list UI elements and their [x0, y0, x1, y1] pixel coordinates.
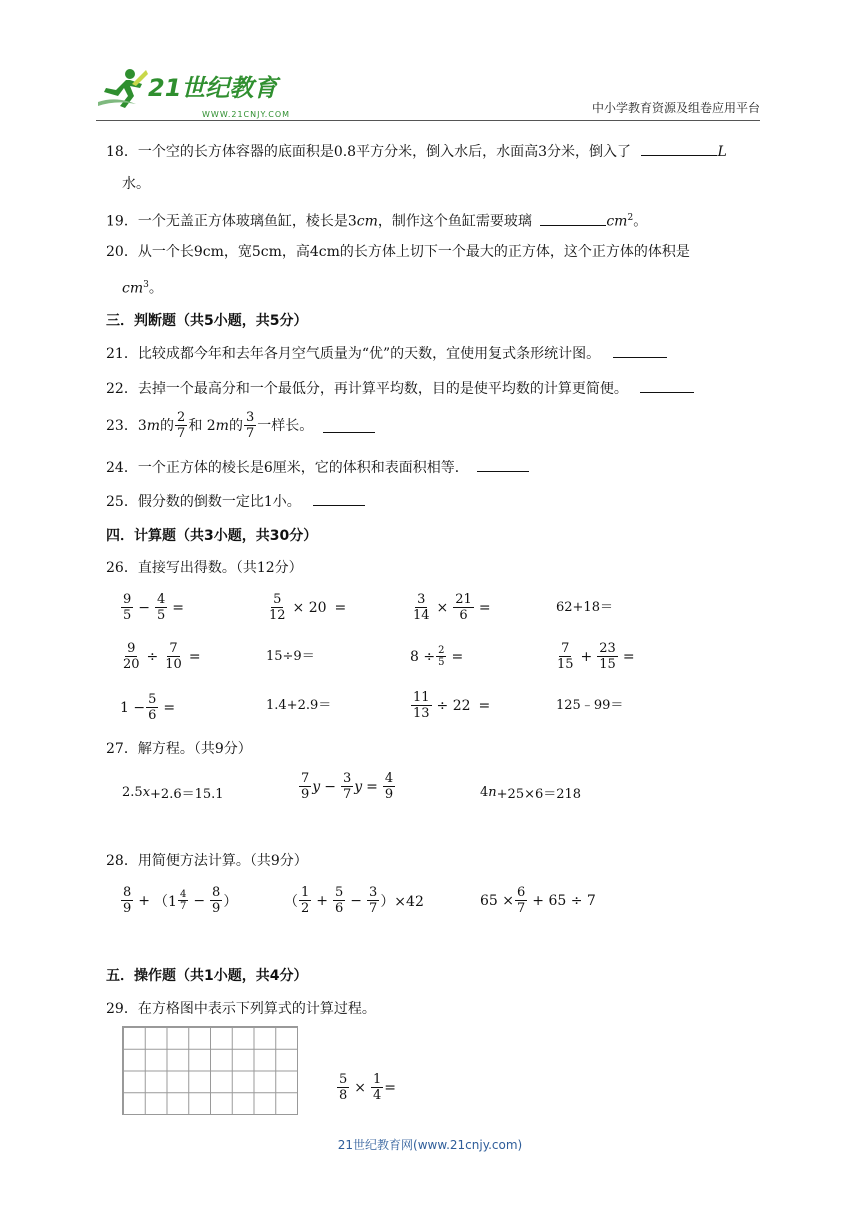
- answer-blank[interactable]: [641, 141, 717, 156]
- numerator: 6: [517, 885, 526, 900]
- question-number: 29．: [106, 1001, 138, 1017]
- answer-blank[interactable]: [313, 491, 365, 506]
- question-text: 直接写出得数。（共12分）: [137, 560, 303, 576]
- simplify-3: [480, 885, 596, 916]
- numerator: 3: [342, 771, 352, 786]
- exponent: 3: [143, 280, 149, 290]
- operator: ×: [436, 599, 449, 616]
- punct: 。: [148, 280, 163, 297]
- question-26: [106, 558, 303, 578]
- numerator: 7: [301, 771, 310, 786]
- runner-logo-icon: [96, 66, 148, 110]
- operator: +: [316, 892, 329, 909]
- question-number: 21．: [106, 346, 138, 362]
- simplify-1: [120, 885, 237, 916]
- question-text: 比较成都今年和去年各月空气质量为“优”的天数，宜使用复式条形统计图。: [137, 346, 601, 362]
- operator: −: [138, 599, 151, 616]
- variable: x: [142, 785, 151, 800]
- equals: =: [172, 599, 185, 616]
- numerator: 8: [212, 885, 221, 900]
- operand: 2.5: [122, 785, 143, 800]
- question-25: [106, 491, 365, 512]
- calc-item: 1.4+2.9＝: [266, 698, 332, 713]
- equals: =: [384, 1079, 397, 1096]
- calc-item: [266, 592, 350, 623]
- question-20: [106, 242, 690, 262]
- numerator: 2: [438, 645, 445, 656]
- question-number: 24．: [106, 460, 138, 476]
- operand: 65 ×: [480, 892, 514, 909]
- denominator: 9: [384, 787, 394, 802]
- numerator: 1: [373, 1072, 382, 1087]
- denominator: 6: [148, 708, 157, 723]
- calc-item: 125﹣99＝: [556, 698, 624, 713]
- numerator: 3: [369, 885, 378, 900]
- numerator: 5: [335, 885, 344, 900]
- operator: ÷: [146, 648, 159, 665]
- question-28: [106, 851, 308, 871]
- question-text: 假分数的倒数一定比1小。: [137, 494, 301, 510]
- numerator: 5: [148, 692, 157, 707]
- denominator: 9: [123, 901, 132, 916]
- question-18: [106, 141, 727, 162]
- denominator: 7: [245, 426, 255, 441]
- operand: 4: [480, 785, 489, 800]
- square-grid[interactable]: [122, 1026, 298, 1115]
- denominator: 5: [157, 608, 166, 623]
- question-number: 22．: [106, 381, 138, 397]
- operator: +: [580, 648, 593, 665]
- equals: =: [366, 778, 378, 795]
- unit: cm: [356, 213, 378, 230]
- punct: 。: [633, 213, 648, 230]
- simplify-2: [284, 885, 424, 916]
- logo-sub: WWW.21CNJY.COM: [202, 110, 291, 119]
- operator: −: [324, 778, 336, 795]
- numerator: 5: [339, 1072, 348, 1087]
- operator: ÷ 22: [436, 697, 471, 714]
- answer-blank[interactable]: [613, 343, 667, 358]
- denominator: 15: [557, 657, 574, 672]
- question-24: [106, 457, 529, 478]
- numerator: 11: [413, 690, 430, 705]
- question-number: 28．: [106, 853, 138, 869]
- numerator: 2: [177, 410, 186, 425]
- question-text: 在方格图中表示下列算式的计算过程。: [137, 1001, 376, 1017]
- operator: +: [138, 892, 151, 909]
- numerator: 3: [245, 410, 255, 425]
- unit: m: [146, 417, 161, 434]
- question-number: 18．: [106, 144, 138, 160]
- question-number: 20．: [106, 244, 138, 260]
- numerator: 9: [123, 592, 132, 607]
- equals: =: [622, 648, 635, 665]
- denominator: 8: [339, 1088, 348, 1103]
- question-text: 从一个长9cm，宽5cm，高4cm的长方体上切下一个最大的正方体，这个正方体的体积是: [137, 244, 690, 260]
- question-text: 解方程。（共9分）: [137, 741, 252, 757]
- question-22: [106, 378, 694, 399]
- operator: ×: [354, 1079, 367, 1096]
- denominator: 7: [369, 901, 378, 916]
- variable: y: [312, 778, 321, 795]
- operator: −: [193, 892, 206, 909]
- section-5-heading: 五．操作题（共1小题，共4分）: [106, 968, 308, 984]
- denominator: 7: [342, 787, 352, 802]
- question-19: [106, 208, 647, 232]
- footer-link[interactable]: 21世纪教育网(www.21cnjy.com): [337, 1138, 523, 1152]
- denominator: 9: [301, 787, 310, 802]
- logo-text: 21世纪教育: [148, 74, 278, 102]
- denominator: 15: [599, 657, 616, 672]
- question-20-cont: [122, 275, 163, 299]
- paren: ）: [223, 893, 238, 910]
- question-27: [106, 739, 252, 759]
- paren: （1: [154, 893, 177, 910]
- question-29: [106, 999, 376, 1019]
- calc-item: [120, 641, 205, 672]
- denominator: 2: [301, 901, 310, 916]
- numerator: 4: [179, 889, 187, 900]
- question-18-cont: 水。: [122, 176, 150, 192]
- operand: 8 ÷: [410, 648, 436, 665]
- equals: =: [163, 699, 176, 716]
- equation-1: [122, 783, 224, 802]
- denominator: 10: [165, 657, 182, 672]
- operand: 1 −: [120, 699, 146, 716]
- numerator: 21: [455, 592, 472, 607]
- denominator: 20: [123, 657, 140, 672]
- equation-2: [298, 771, 396, 802]
- fraction: [175, 410, 187, 441]
- answer-blank[interactable]: [540, 211, 606, 226]
- numerator: 23: [599, 641, 616, 656]
- question-text: 一个空的长方体容器的底面积是0.8平方分米，倒入水后，水面高3分米，倒入了: [137, 144, 631, 160]
- logo: [96, 66, 291, 119]
- numerator: 7: [169, 641, 178, 656]
- calc-item: 15÷9＝: [266, 649, 315, 664]
- question-text: 用简便方法计算。（共9分）: [137, 853, 308, 869]
- paren: ）×42: [380, 893, 424, 910]
- question-text: 一个正方体的棱长是6厘米，它的体积和表面积相等．: [137, 460, 469, 476]
- numerator: 4: [384, 771, 394, 786]
- unit: cm: [122, 280, 144, 297]
- denominator: 5: [438, 657, 445, 668]
- question-text: ，制作这个鱼缸需要玻璃: [377, 213, 532, 230]
- denominator: 4: [373, 1088, 382, 1103]
- equals: =: [478, 697, 491, 714]
- variable: y: [354, 778, 363, 795]
- equation-3: [480, 783, 581, 802]
- paren: （: [284, 893, 298, 910]
- question-number: 23．: [106, 417, 138, 434]
- header-tagline: 中小学教育资源及组卷应用平台: [591, 101, 760, 115]
- operator: × 20: [292, 599, 327, 616]
- answer-blank[interactable]: [323, 418, 375, 433]
- question-number: 26．: [106, 560, 138, 576]
- denominator: 9: [212, 901, 221, 916]
- header-divider: [96, 120, 760, 121]
- numerator: 8: [123, 885, 132, 900]
- text: 和 2: [188, 417, 216, 434]
- denominator: 12: [269, 608, 286, 623]
- question-number: 19．: [106, 213, 138, 230]
- equals: =: [188, 648, 201, 665]
- question-23: [106, 410, 375, 441]
- exponent: 2: [627, 213, 634, 223]
- denominator: 7: [179, 901, 187, 912]
- denominator: 7: [177, 426, 186, 441]
- denominator: 6: [335, 901, 344, 916]
- numerator: 5: [273, 592, 282, 607]
- operand: +2.6＝15.1: [150, 787, 224, 802]
- section-3-heading: 三．判断题（共5小题，共5分）: [106, 313, 308, 329]
- number: 3: [137, 417, 147, 434]
- calc-item: [410, 592, 495, 623]
- answer-blank[interactable]: [640, 378, 694, 393]
- calc-item: [410, 645, 467, 668]
- denominator: 7: [517, 901, 526, 916]
- question-number: 27．: [106, 741, 138, 757]
- section-4-heading: 四．计算题（共3小题，共30分）: [106, 528, 318, 544]
- denominator: 13: [413, 706, 430, 721]
- fraction: [244, 410, 256, 441]
- calc-item: [410, 690, 494, 721]
- numerator: 7: [561, 641, 570, 656]
- calc-item: [554, 641, 639, 672]
- numerator: 9: [127, 641, 136, 656]
- unit: cm: [606, 213, 628, 230]
- text: 一样长。: [257, 417, 314, 434]
- answer-blank[interactable]: [477, 457, 529, 472]
- denominator: 6: [459, 608, 468, 623]
- equals: =: [478, 599, 491, 616]
- question-21: [106, 343, 667, 364]
- variable: n: [488, 785, 497, 800]
- question-number: 25．: [106, 494, 138, 510]
- calc-item: [120, 592, 188, 623]
- text: 的: [160, 417, 175, 434]
- numerator: 3: [417, 592, 426, 607]
- unit: L: [717, 144, 727, 160]
- question-text: 去掉一个最高分和一个最低分，再计算平均数，目的是使平均数的计算更简便。: [137, 381, 628, 397]
- operator: −: [350, 892, 363, 909]
- equals: =: [451, 648, 464, 665]
- numerator: 1: [301, 885, 310, 900]
- operand: +25×6＝218: [496, 787, 582, 802]
- equals: =: [334, 599, 347, 616]
- denominator: 5: [123, 608, 132, 623]
- grid-expression: [336, 1072, 396, 1103]
- denominator: 14: [413, 608, 430, 623]
- question-text: 一个无盖正方体玻璃鱼缸，棱长是3: [137, 213, 357, 230]
- numerator: 4: [157, 592, 166, 607]
- text: 的: [228, 417, 243, 434]
- operand: + 65 ÷ 7: [532, 892, 596, 909]
- calc-item: 62+18＝: [556, 600, 613, 615]
- unit: m: [215, 417, 229, 434]
- calc-item: [120, 692, 179, 723]
